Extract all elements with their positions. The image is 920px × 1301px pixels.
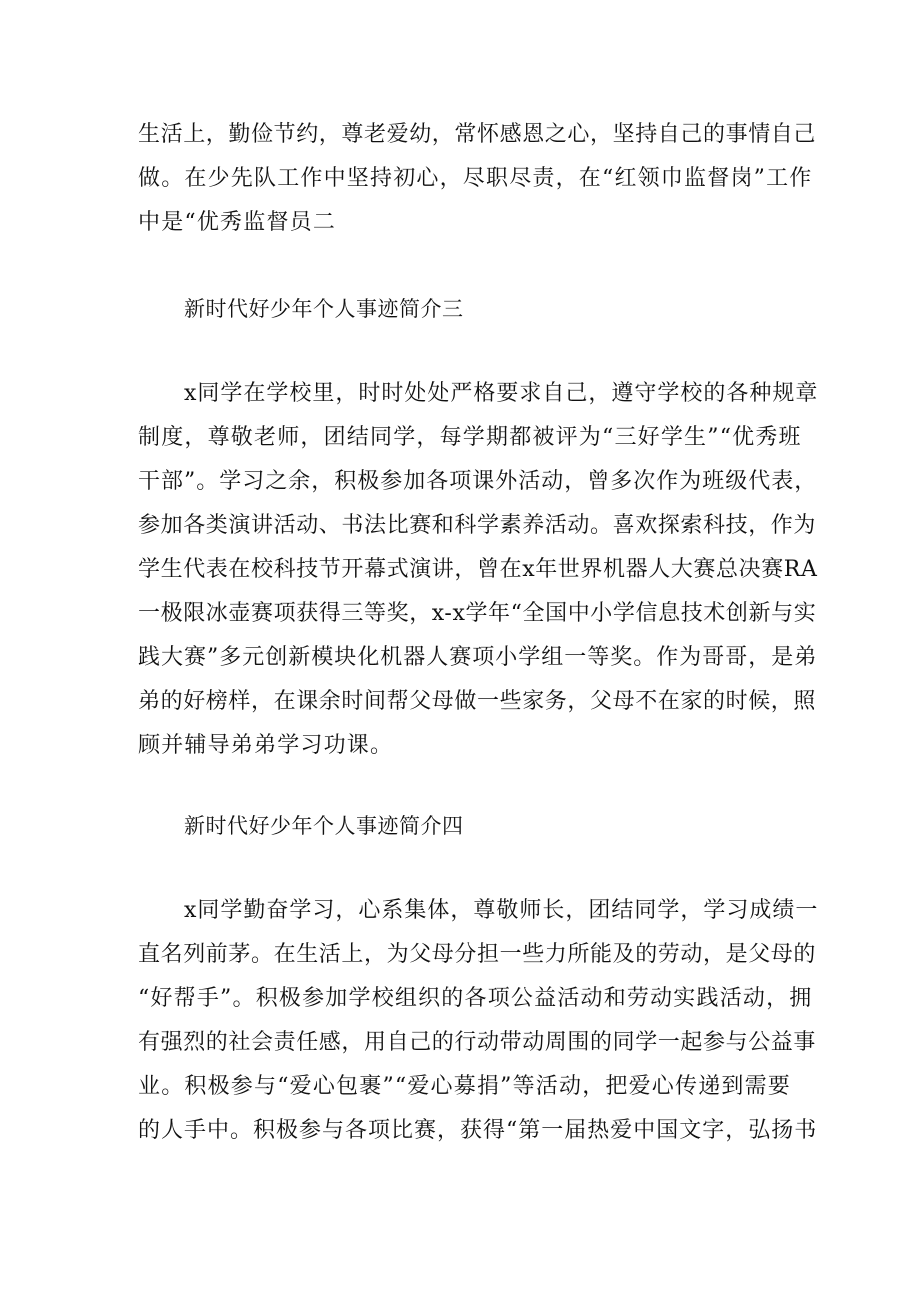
text-line: 生活上，勤俭节约，尊老爱幼，常怀感恩之心，坚持自己的事情自己 xyxy=(138,122,817,147)
text-line: 制度，尊敬老师，团结同学，每学期都被评为“三好学生”“优秀班 xyxy=(138,425,802,450)
text-line: 践大赛”多元创新模块化机器人赛项小学组一等奖。作为哥哥，是弟 xyxy=(138,645,818,670)
text-line: 一极限冰壶赛项获得三等奖，x-x学年“全国中小学信息技术创新与实 xyxy=(138,601,817,626)
text-line: 业。积极参与“爱心包裹”“爱心募捐”等活动，把爱心传递到需要 xyxy=(138,1074,791,1099)
text-line: 的人手中。积极参与各项比赛，获得“第一届热爱中国文字，弘扬书 xyxy=(138,1118,818,1143)
text-line: 参加各类演讲活动、书法比赛和科学素养活动。喜欢探索科技，作为 xyxy=(138,513,817,538)
text-line: 干部”。学习之余，积极参加各项课外活动，曾多次作为班级代表， xyxy=(138,469,818,494)
text-line: “好帮手”。积极参加学校组织的各项公益活动和劳动实践活动，拥 xyxy=(138,986,813,1011)
text-line: 中是“优秀监督员二 xyxy=(138,210,337,235)
section-heading-three: 新时代好少年个人事迹简介三 xyxy=(184,297,464,321)
text-line: x同学在学校里，时时处处严格要求自己，遵守学校的各种规章 xyxy=(184,381,819,406)
text-line: 学生代表在校科技节开幕式演讲，曾在x年世界机器人大赛总决赛RA xyxy=(138,557,818,582)
text-line: 弟的好榜样，在课余时间帮父母做一些家务，父母不在家的时候，照 xyxy=(138,689,817,714)
text-line: 有强烈的社会责任感，用自己的行动带动周围的同学一起参与公益事 xyxy=(138,1030,817,1055)
text-line: x同学勤奋学习，心系集体，尊敬师长，团结同学，学习成绩一 xyxy=(184,898,819,923)
text-line: 顾并辅导弟弟学习功课。 xyxy=(138,733,394,758)
text-line: 做。在少先队工作中坚持初心，尽职尽责，在“红领巾监督岗”工作 xyxy=(138,166,813,191)
section-heading-four: 新时代好少年个人事迹简介四 xyxy=(184,814,464,838)
text-line: 直名列前茅。在生活上，为父母分担一些力所能及的劳动，是父母的 xyxy=(138,942,817,967)
